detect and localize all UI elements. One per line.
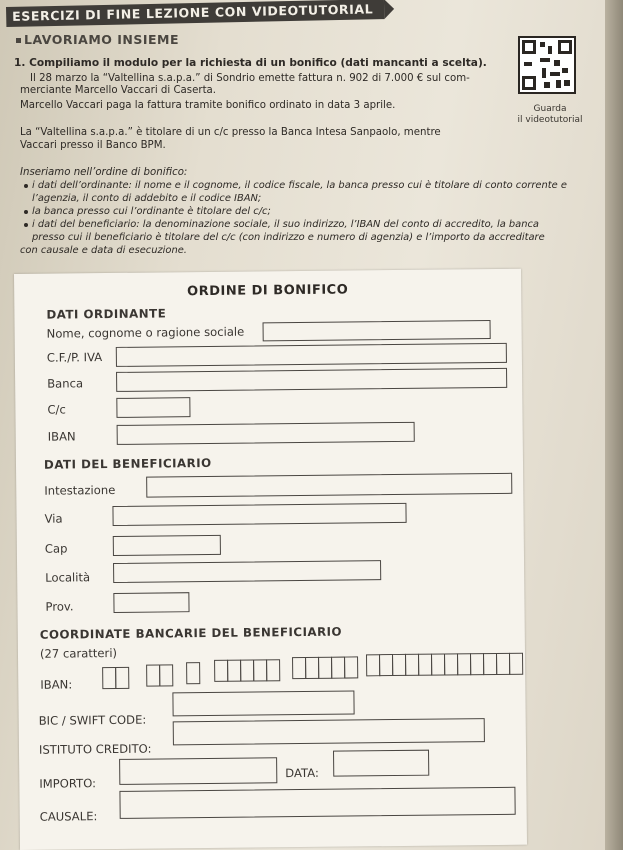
exercise-line: merciante Marcello Vaccari di Caserta. [20,85,217,96]
istituto-label: ISTITUTO CREDITO: [38,741,152,757]
square-bullet-icon [16,38,21,43]
instruction-item: l’agenzia, il conto di addebito e il codice IBAN; [32,193,262,204]
iban2-label: IBAN: [40,677,73,692]
iban-char-box[interactable] [186,662,200,684]
exercise-question: 1. Compiliamo il modulo per la richiesta di un bonifico (dati mancanti a scelta). [14,57,487,69]
ordinante-heading: DATI ORDINANTE [46,306,167,322]
localita-field[interactable] [113,560,381,583]
form-title: ORDINE DI BONIFICO [187,282,349,300]
instruction-item: i dati dell’ordinante: il nome e il cognome, il codice fiscale, la banca presso cui è titolare di conto corrente e [32,180,567,191]
bank-transfer-form [14,269,527,850]
instruction-item: presso cui il beneficiario è titolare del c/c (con indirizzo e numero di agenzia) e l’importo da accreditare [32,232,545,243]
cc-label: C/c [47,402,66,417]
instruction-item: la banca presso cui l’ordinante è titolare del c/c; [32,206,271,217]
causale-label: CAUSALE: [39,809,98,824]
causale-field[interactable] [119,787,515,819]
iban-char-box[interactable] [115,667,129,689]
intestazione-label: Intestazione [44,482,116,498]
bullet-icon [24,184,28,188]
bullet-icon [24,223,28,227]
qr-caption-line1: Guarda [533,104,567,114]
iban-label: IBAN [47,429,76,444]
nome-field[interactable] [263,320,491,341]
bic-label: BIC / SWIFT CODE: [38,712,147,728]
qr-caption [510,104,590,127]
caratteri-label: (27 caratteri) [39,645,118,661]
instruction-item: con causale e data di esecuzione. [20,245,187,256]
iban-char-box[interactable] [509,653,523,675]
exercise-line: Vaccari presso il Banco BPM. [20,140,166,151]
instruction-item: i dati del beneficiario: la denominazione sociale, il suo indirizzo, l’IBAN del conto di accredito, la banca [32,219,539,230]
banca-field[interactable] [116,368,507,392]
via-label: Via [44,511,63,526]
cap-field[interactable] [113,535,221,556]
cc-field[interactable] [116,397,190,418]
exercise-line: Il 28 marzo la “Valtellina s.a.p.a.” di Sondrio emette fattura n. 902 di 7.000 € sul com- [30,73,470,84]
iban-char-box[interactable] [344,656,358,678]
instruction-intro: Inseriamo nell’ordine di bonifico: [20,167,188,178]
intestazione-field[interactable] [146,473,512,498]
bic-field[interactable] [172,690,354,716]
iban-char-box[interactable] [159,664,173,686]
data-label: DATA: [285,765,319,781]
book-spine [605,0,623,850]
beneficiario-heading: DATI DEL BENEFICIARIO [43,455,212,472]
nome-label: Nome, cognome o ragione sociale [46,324,245,341]
qr-caption-line2: il videotutorial [517,115,583,126]
banca-label: Banca [47,376,84,391]
exercise-line: Marcello Vaccari paga la fattura tramite bonifico ordinato in data 3 aprile. [20,100,396,111]
prov-label: Prov. [45,599,74,614]
cf-field[interactable] [116,343,507,367]
cf-label: C.F./P. IVA [46,350,103,365]
localita-label: Località [45,570,91,585]
header-title: ESERCIZI DI FINE LEZIONE CON VIDEOTUTORIAL [6,0,384,27]
via-field[interactable] [112,503,406,526]
importo-field[interactable] [119,757,277,785]
qr-code-icon[interactable] [518,36,576,94]
bullet-icon [24,210,28,214]
iban-field[interactable] [117,422,415,445]
section-title-text: LAVORIAMO INSIEME [24,32,180,47]
cap-label: Cap [44,541,68,556]
coordinate-heading: COORDINATE BANCARIE DEL BENEFICIARIO [39,624,343,642]
exercise-line: La “Valtellina s.a.p.a.” è titolare di un c/c presso la Banca Intesa Sanpaolo, mentre [20,127,441,138]
data-field[interactable] [333,750,429,777]
prov-field[interactable] [113,592,189,613]
importo-label: IMPORTO: [39,776,97,791]
istituto-field[interactable] [173,718,485,745]
iban-char-box[interactable] [266,659,280,681]
section-title [16,32,179,47]
